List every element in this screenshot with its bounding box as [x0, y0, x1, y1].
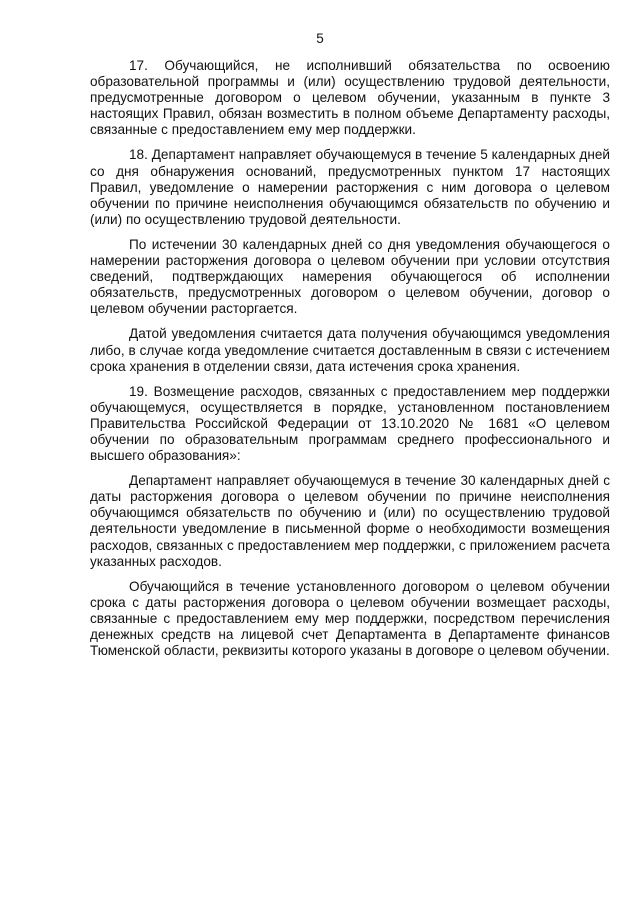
paragraph-18: 18. Департамент направляет обучающемуся в течение 5 календарных дней со дня обнаружения оснований, предусмотренных пунктом 17 настоящих Правил, уведомление о намерении расторжения с ним договора о целевом обучении по причине неисполнения обучающимся обязательств по обучению и (или) по осуществлению трудовой деятельности. [90, 147, 610, 227]
page-number: 5 [316, 31, 324, 46]
paragraph-19-reimbursement: Обучающийся в течение установленного договором о целевом обучении срока с даты расторжения договора о целевом обучении возмещает расходы, связанные с предоставлением ему мер поддержки, посредством перечисления денежных средств на лицевой счет Департамента в Департаменте финансов Тюменской области, реквизиты которого указаны в договоре о целевом обучении. [90, 578, 610, 659]
paragraph-19: 19. Возмещение расходов, связанных с предоставлением мер поддержки обучающемуся, осуществляется в порядке, установленном постановлением Правительства Российской Федерации от 13.10.2020 № 1681 «О целевом обучении по образовательным программам среднего профессионального и высшего образования»: [90, 383, 610, 464]
paragraph-18-notification-date: Датой уведомления считается дата получения обучающимся уведомления либо, в случае когда уведомление считается доставленным в связи с истечением срока хранения в отделении связи, дата истечения срока хранения. [90, 326, 610, 374]
document-body [90, 58, 610, 668]
paragraph-17: 17. Обучающийся, не исполнивший обязательства по освоению образовательной программы и (или) осуществлению трудовой деятельности, предусмотренные договором о целевом обучении, указанным в пункте 3 настоящих Правил, обязан возместить в полном объеме Департаменту расходы, связанные с предоставлением ему мер поддержки. [90, 58, 610, 138]
paragraph-19-department-notice: Департамент направляет обучающемуся в течение 30 календарных дней с даты расторжения договора о целевом обучении по причине неисполнения обучающимся обязательств по обучению и (или) по осуществлению трудовой деятельности уведомление в письменной форме о необходимости возмещения расходов, связанных с предоставлением мер поддержки, с приложением расчета указанных расходов. [90, 473, 610, 569]
paragraph-18-termination: По истечении 30 календарных дней со дня уведомления обучающегося о намерении расторжения договора о целевом обучении при условии отсутствия сведений, подтверждающих намерения обучающегося об исполнении обязательств, предусмотренных договором о целевом обучении, договор о целевом обучении расторгается. [90, 236, 610, 317]
